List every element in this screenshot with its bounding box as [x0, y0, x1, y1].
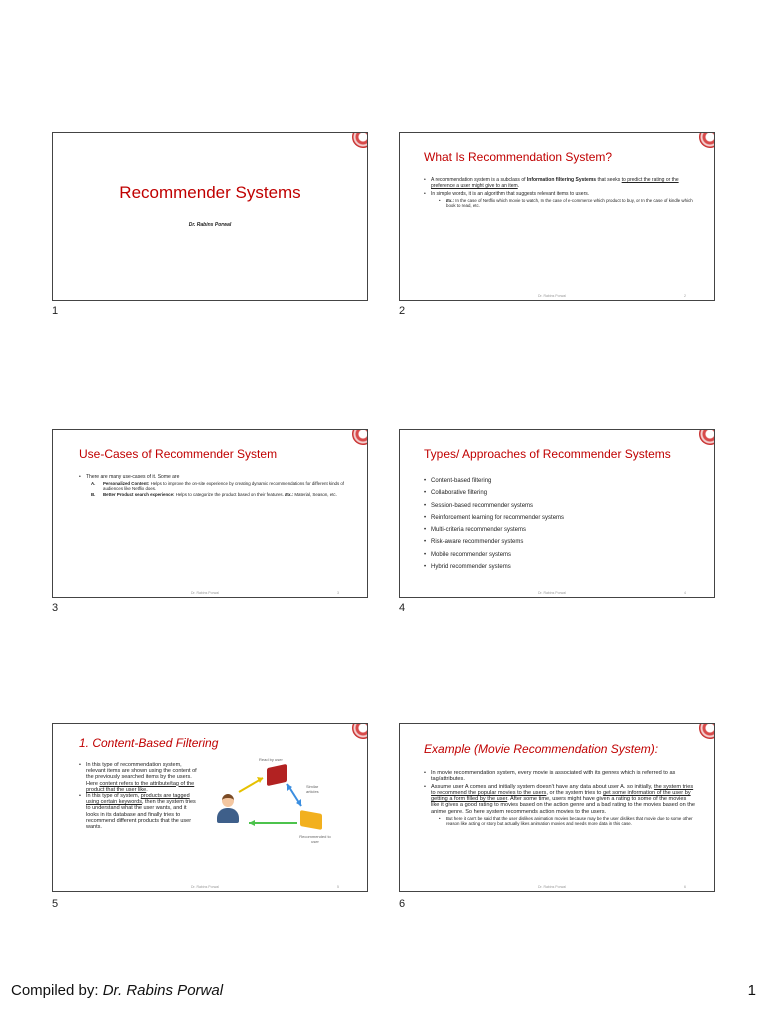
list-item: • Multi-criteria recommender systems: [424, 524, 694, 536]
slide-author: Dr. Rabins Porwal: [188, 222, 232, 228]
diagram-label-read: Read by user: [259, 757, 283, 762]
list-item: • In this type of system, products are tagged using certain keywords, then the system tries to understand what the user wants, and it looks in its database and finally tries to recommend different products that the user wants.: [79, 793, 197, 830]
list-item: • There are many use-cases of it. Some are: [79, 474, 347, 480]
list-item: • In this type of recommendation system, relevant items are shown using the content of the previously searched items by the users. Here content refers to the attribute/tag of the product that the user like.: [79, 762, 197, 793]
slide-body: [79, 474, 347, 498]
university-seal-icon: [352, 429, 368, 445]
slide-bullets: [424, 177, 694, 208]
diagram-label-similar: Similar articles: [306, 784, 319, 794]
university-seal-icon: [699, 132, 715, 148]
page-number: 1: [747, 982, 756, 999]
list-item: • Reinforcement learning for recommender systems: [424, 512, 694, 524]
slide-5: 1. Content-Based Filtering • In this type of recommendation system, relevant items are shown using the content of the previously searched items by the users. Here content refers to the attribute/tag of the product that the user like. • In this type of system, products are tagged using certain keywords, then the system tries to understand what the user wants, and it looks in its database and finally tries to recommend different products that the user wants. Read by user Similar articles Recommended to user Dr. Rabins Porwal 5: [52, 723, 368, 892]
list-item: A. Personalized Content: Helps to improve the on-site experience by creating dynamic recommendations for different kinds of audiences like Netflix does.: [91, 481, 345, 492]
list-item: B. Better Product search experience: Helps to categorize the product based on their features. Ex.: Material, Season, etc.: [91, 492, 337, 498]
list-item: • A recommendation system is a subclass of Information filtering Systems that seeks to predict the rating or the preference a user might give to an item.: [424, 177, 694, 189]
list-item: • Mobile recommender systems: [424, 549, 694, 561]
approach-list: [424, 475, 694, 573]
university-seal-icon: [352, 132, 368, 148]
university-seal-icon: [352, 723, 368, 739]
list-item: • Ex.: In the case of Netflix which movie to watch, In the case of e-commerce which product to buy, or In the case of kindle which book to read, etc.: [439, 198, 694, 208]
slide-number: 3: [52, 602, 59, 614]
list-item: • But here it can't be said that the user dislikes animation movies because may be the user dislikes that movie due to some other reason like acting or story but actually likes animation movies and needs more data in this case.: [439, 816, 696, 826]
university-seal-icon: [699, 723, 715, 739]
list-item: • Collaborative filtering: [424, 487, 694, 499]
list-item: • Risk-aware recommender systems: [424, 536, 694, 548]
slide-1: [52, 132, 368, 301]
slide-number: 6: [399, 898, 406, 910]
slide-number: 1: [52, 305, 59, 317]
slide-title: Example (Movie Recommendation System):: [424, 742, 659, 756]
list-item: • Content-based filtering: [424, 475, 694, 487]
slide-title: 1. Content-Based Filtering: [79, 736, 219, 750]
content-filtering-diagram: [205, 754, 355, 854]
slide-number: 2: [399, 305, 406, 317]
page-footer: Compiled by: Dr. Rabins Porwal: [11, 982, 224, 999]
slide-bullets: [79, 762, 197, 830]
slide-3: Use-Cases of Recommender System • There are many use-cases of it. Some are A. Personalized Content: Helps to improve the on-site experience by creating dynamic recommendations for different kinds of audiences like Netflix does. B. Better Product search experience: Helps to categorize the product based on their features. Ex.: Material, Season, etc. Dr. Rabins Porwal 3: [52, 429, 368, 598]
slide-title: Types/ Approaches of Recommender Systems: [424, 447, 671, 461]
list-item: • Assume user A comes and initially system doesn't have any data about user A. so initially, the system tries to recommend the popular movies to the users, or the system tries to get some information of the user by getting a form filled by the user. After some time, users might have given a rating to some of the movies like it gives a good rating to movies based on the action genre and a bad rating to the movies based on the anime genre. So here system recommends action movies to the users. • But here it can't be said that the user dislikes animation movies because may be the user dislikes that movie due to some other reason like acting or story but actually likes animation movies and needs more data in this case.: [424, 784, 696, 826]
list-item: • In movie recommendation system, every movie is associated with its genres which is referred to as tag/attributes.: [424, 770, 696, 782]
slide-title: Use-Cases of Recommender System: [79, 447, 278, 461]
slide-6: Example (Movie Recommendation System): • In movie recommendation system, every movie is associated with its genres which is referred to as tag/attributes. • Assume user A comes and initially system doesn't have any data about user A. so initially, the system tries to recommend the popular movies to the users, or the system tries to get some information of the user by getting a form filled by the user. After some time, users might have given a rating to some of the movies like it gives a good rating to movies based on the action genre and a bad rating to the movies based on the anime genre. So here system recommends action movies to the users. • But here it can't be said that the user dislikes animation movies because may be the user dislikes that movie due to some other reason like acting or story but actually likes animation movies and needs more data in this case. Dr. Rabins Porwal 6: [399, 723, 715, 892]
slide-4: Types/ Approaches of Recommender Systems • Content-based filtering • Collaborative filtering • Session-based recommender systems • Reinforcement learning for recommender systems • Multi-criteria recommender systems • Risk-aware recommender systems • Mobile recommender systems • Hybrid recommender systems Dr. Rabins Porwal 4: [399, 429, 715, 598]
slide-2: What Is Recommendation System? • A recommendation system is a subclass of Information filtering Systems that seeks to predict the rating or the preference a user might give to an item. • In simple words, it is an algorithm that suggests relevant items to users. • Ex.: In the case of Netflix which movie to watch, In the case of e-commerce which product to buy, or In the case of kindle which book to read, etc. Dr. Rabins Porwal 2: [399, 132, 715, 301]
slide-title: What Is Recommendation System?: [424, 150, 613, 164]
diagram-label-recommended: Recommended to user: [299, 834, 331, 844]
slide-number: 5: [52, 898, 59, 910]
list-item: • Session-based recommender systems: [424, 500, 694, 512]
list-item: • In simple words, it is an algorithm that suggests relevant items to users. • Ex.: In the case of Netflix which movie to watch, In the case of e-commerce which product to buy, or In the case of kindle which book to read, etc.: [424, 191, 694, 208]
slide-title: Recommender Systems: [119, 183, 301, 202]
user-avatar-icon: [217, 794, 239, 824]
university-seal-icon: [699, 429, 715, 445]
slide-number: 4: [399, 602, 406, 614]
slide-bullets: [424, 770, 696, 826]
list-item: • Hybrid recommender systems: [424, 561, 694, 573]
